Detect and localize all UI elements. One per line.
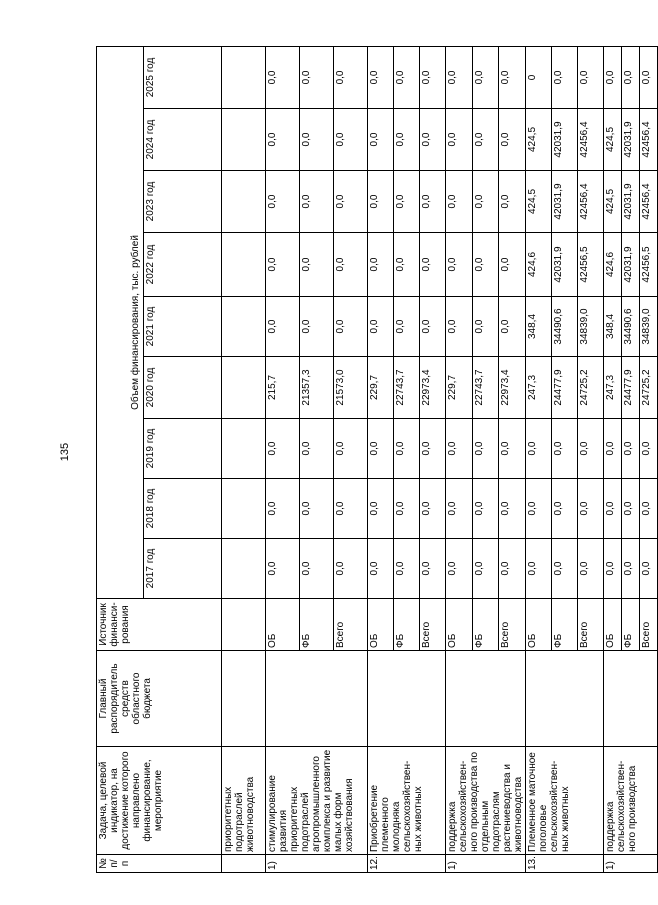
value-cell: 42031,9	[552, 109, 578, 171]
value-cell: 42031,9	[622, 171, 640, 233]
value-cell: 0,0	[472, 109, 499, 171]
value-cell: 0,0	[622, 46, 640, 108]
value-cell: 0,0	[420, 539, 446, 599]
source-cell: Всего	[499, 599, 526, 651]
row-number: 1)	[446, 855, 526, 873]
value-cell: 0,0	[266, 297, 300, 357]
task-name: приоритетных подотраслей животноводства	[222, 747, 266, 855]
header-year: 2017 год	[144, 539, 222, 599]
value-cell: 0,0	[420, 109, 446, 171]
value-cell: 0,0	[368, 539, 394, 599]
value-cell: 0,0	[394, 419, 420, 479]
value-cell: 247,3	[526, 357, 552, 419]
value-cell: 0,0	[334, 479, 368, 539]
value-cell: 0,0	[472, 233, 499, 297]
value-cell: 0,0	[300, 419, 334, 479]
value-cell: 0,0	[420, 171, 446, 233]
value-cell: 0,0	[334, 46, 368, 108]
table-row	[526, 46, 552, 872]
header-year: 2020 год	[144, 357, 222, 419]
value-cell: 24477,9	[622, 357, 640, 419]
value-cell: 215,7	[266, 357, 300, 419]
value-cell: 0,0	[266, 46, 300, 108]
value-cell: 42031,9	[552, 233, 578, 297]
value-cell: 0,0	[446, 233, 473, 297]
value-cell: 0,0	[622, 419, 640, 479]
value-cell: 0,0	[334, 539, 368, 599]
source-cell: ОБ	[604, 599, 622, 651]
source-cell: Всего	[420, 599, 446, 651]
value-cell: 21357,3	[300, 357, 334, 419]
value-cell: 424,5	[526, 171, 552, 233]
value-cell: 24477,9	[552, 357, 578, 419]
empty-cell	[222, 233, 266, 297]
table-row	[368, 46, 394, 872]
value-cell: 0,0	[640, 479, 658, 539]
value-cell: 0,0	[472, 171, 499, 233]
header-year: 2022 год	[144, 233, 222, 297]
manager-cell	[368, 651, 446, 747]
value-cell: 0,0	[420, 419, 446, 479]
source-cell: ОБ	[446, 599, 473, 651]
empty-cell	[222, 479, 266, 539]
table-row	[604, 46, 622, 872]
manager-cell	[446, 651, 526, 747]
value-cell: 0,0	[334, 171, 368, 233]
value-cell: 0,0	[446, 46, 473, 108]
value-cell: 0,0	[300, 233, 334, 297]
value-cell: 22743,7	[472, 357, 499, 419]
value-cell: 0,0	[499, 171, 526, 233]
task-name: Племенное маточное поголовье сельскохозяйствен-ных животных	[526, 747, 604, 855]
value-cell: 24725,2	[640, 357, 658, 419]
value-cell: 34490,6	[622, 297, 640, 357]
empty-cell	[222, 109, 266, 171]
value-cell: 229,7	[368, 357, 394, 419]
value-cell: 0,0	[266, 539, 300, 599]
value-cell: 247,3	[604, 357, 622, 419]
value-cell: 424,5	[604, 171, 622, 233]
value-cell: 0,0	[472, 419, 499, 479]
source-cell: Всего	[640, 599, 658, 651]
row-number	[222, 855, 266, 873]
manager-cell	[604, 651, 658, 747]
value-cell: 0,0	[604, 419, 622, 479]
value-cell: 424,6	[526, 233, 552, 297]
value-cell: 0,0	[300, 479, 334, 539]
value-cell: 0,0	[578, 419, 604, 479]
value-cell: 0,0	[266, 233, 300, 297]
value-cell: 24725,2	[578, 357, 604, 419]
empty-cell	[222, 297, 266, 357]
manager-cell	[222, 651, 266, 747]
value-cell: 0,0	[499, 109, 526, 171]
empty-cell	[222, 599, 266, 651]
value-cell: 0,0	[552, 46, 578, 108]
header-no: № п/п	[97, 855, 222, 873]
value-cell: 0,0	[446, 419, 473, 479]
source-cell: ОБ	[266, 599, 300, 651]
source-cell: ОБ	[526, 599, 552, 651]
budget-table-rotated	[96, 47, 652, 873]
value-cell: 21573,0	[334, 357, 368, 419]
value-cell: 0,0	[526, 479, 552, 539]
source-cell: ФБ	[300, 599, 334, 651]
value-cell: 0,0	[420, 479, 446, 539]
value-cell: 0,0	[266, 109, 300, 171]
value-cell: 0,0	[499, 46, 526, 108]
empty-cell	[222, 171, 266, 233]
value-cell: 42456,4	[640, 109, 658, 171]
value-cell: 0,0	[526, 419, 552, 479]
row-number: 13.	[526, 855, 604, 873]
value-cell: 0,0	[266, 479, 300, 539]
value-cell: 0,0	[300, 297, 334, 357]
value-cell: 0,0	[368, 171, 394, 233]
value-cell: 0,0	[604, 46, 622, 108]
header-volume: Объем финансирования, тыс. рублей	[129, 46, 144, 598]
value-cell: 229,7	[446, 357, 473, 419]
value-cell: 0,0	[446, 297, 473, 357]
value-cell: 0,0	[266, 419, 300, 479]
row-number: 12.	[368, 855, 446, 873]
value-cell: 0,0	[300, 46, 334, 108]
value-cell: 0,0	[499, 233, 526, 297]
value-cell: 0,0	[446, 109, 473, 171]
value-cell: 0,0	[578, 479, 604, 539]
source-cell: ФБ	[622, 599, 640, 651]
empty-cell	[222, 419, 266, 479]
header-manager: Главный распорядитель средств областного бюджета	[97, 651, 222, 747]
value-cell: 0,0	[368, 297, 394, 357]
value-cell: 424,6	[604, 233, 622, 297]
value-cell: 42456,4	[578, 109, 604, 171]
value-cell: 0,0	[552, 539, 578, 599]
task-name: стимулирование развития приоритетных подотраслей агропромышленного комплекса и развитие малых форм хозяйствования	[266, 747, 368, 855]
value-cell: 22743,7	[394, 357, 420, 419]
header-year: 2023 год	[144, 171, 222, 233]
source-cell: ФБ	[394, 599, 420, 651]
table-row	[446, 46, 473, 872]
value-cell: 0,0	[368, 419, 394, 479]
value-cell: 0,0	[640, 46, 658, 108]
value-cell: 42031,9	[622, 233, 640, 297]
value-cell: 42456,4	[578, 171, 604, 233]
value-cell: 0,0	[446, 171, 473, 233]
source-cell: ФБ	[472, 599, 499, 651]
value-cell: 42031,9	[622, 109, 640, 171]
value-cell: 0,0	[640, 419, 658, 479]
empty-cell	[222, 46, 266, 108]
value-cell: 0,0	[300, 171, 334, 233]
source-cell: ОБ	[368, 599, 394, 651]
value-cell: 0,0	[499, 297, 526, 357]
value-cell: 0,0	[420, 233, 446, 297]
value-cell: 0,0	[499, 479, 526, 539]
value-cell: 0,0	[446, 479, 473, 539]
task-name: поддержка сельскохозяйствен-ного производства по отдельным подотраслям растениеводства и животноводства	[446, 747, 526, 855]
value-cell: 0,0	[334, 109, 368, 171]
source-cell: Всего	[334, 599, 368, 651]
value-cell: 0,0	[394, 479, 420, 539]
value-cell: 0,0	[334, 419, 368, 479]
header-source: Источник финанси-рования	[97, 599, 222, 651]
value-cell: 0,0	[640, 539, 658, 599]
value-cell: 0,0	[552, 419, 578, 479]
value-cell: 0,0	[266, 171, 300, 233]
value-cell: 0,0	[526, 539, 552, 599]
value-cell: 42031,9	[552, 171, 578, 233]
value-cell: 424,5	[526, 109, 552, 171]
empty-cell	[222, 357, 266, 419]
value-cell: 34839,0	[640, 297, 658, 357]
value-cell: 22973,4	[420, 357, 446, 419]
value-cell: 0,0	[472, 46, 499, 108]
manager-cell	[526, 651, 604, 747]
value-cell: 0,0	[472, 297, 499, 357]
value-cell: 34490,6	[552, 297, 578, 357]
value-cell: 0,0	[472, 539, 499, 599]
value-cell: 0,0	[578, 539, 604, 599]
value-cell: 0,0	[622, 479, 640, 539]
value-cell: 0,0	[334, 233, 368, 297]
value-cell: 0,0	[552, 479, 578, 539]
table-row	[222, 46, 266, 872]
value-cell: 0,0	[604, 479, 622, 539]
value-cell: 0,0	[334, 297, 368, 357]
page-number: 135	[59, 442, 71, 462]
value-cell: 0,0	[368, 233, 394, 297]
budget-table	[96, 46, 658, 873]
value-cell: 42456,5	[640, 233, 658, 297]
value-cell: 0	[526, 46, 552, 108]
header-year: 2024 год	[144, 109, 222, 171]
value-cell: 0,0	[420, 46, 446, 108]
value-cell: 0,0	[394, 171, 420, 233]
source-cell: Всего	[578, 599, 604, 651]
value-cell: 348,4	[604, 297, 622, 357]
value-cell: 424,5	[604, 109, 622, 171]
value-cell: 0,0	[394, 297, 420, 357]
header-year: 2019 год	[144, 419, 222, 479]
value-cell: 0,0	[499, 419, 526, 479]
value-cell: 0,0	[604, 539, 622, 599]
value-cell: 42456,4	[640, 171, 658, 233]
value-cell: 42456,5	[578, 233, 604, 297]
value-cell: 0,0	[472, 479, 499, 539]
header-task: Задача, целевой индикатор, на достижение которого направлено финансирование, мероприятие	[97, 747, 222, 855]
value-cell: 22973,4	[499, 357, 526, 419]
value-cell: 348,4	[526, 297, 552, 357]
header-year: 2018 год	[144, 479, 222, 539]
value-cell: 0,0	[394, 539, 420, 599]
value-cell: 0,0	[420, 297, 446, 357]
task-name: Приобретение племенного молодняка сельскохозяйствен-ных животных	[368, 747, 446, 855]
manager-cell	[266, 651, 368, 747]
value-cell: 0,0	[446, 539, 473, 599]
header-year: 2025 год	[144, 46, 222, 108]
value-cell: 0,0	[622, 539, 640, 599]
empty-cell	[222, 539, 266, 599]
row-number: 1)	[266, 855, 368, 873]
table-row	[266, 46, 300, 872]
value-cell: 0,0	[368, 479, 394, 539]
value-cell: 0,0	[300, 539, 334, 599]
value-cell: 0,0	[394, 109, 420, 171]
value-cell: 0,0	[368, 109, 394, 171]
task-name: поддержка сельскохозяйствен-ного производства	[604, 747, 658, 855]
value-cell: 0,0	[394, 233, 420, 297]
row-number: 1)	[604, 855, 658, 873]
value-cell: 0,0	[368, 46, 394, 108]
header-year: 2021 год	[144, 297, 222, 357]
value-cell: 0,0	[394, 46, 420, 108]
value-cell: 34839,0	[578, 297, 604, 357]
value-cell: 0,0	[499, 539, 526, 599]
source-cell: ФБ	[552, 599, 578, 651]
value-cell: 0,0	[300, 109, 334, 171]
value-cell: 0,0	[578, 46, 604, 108]
